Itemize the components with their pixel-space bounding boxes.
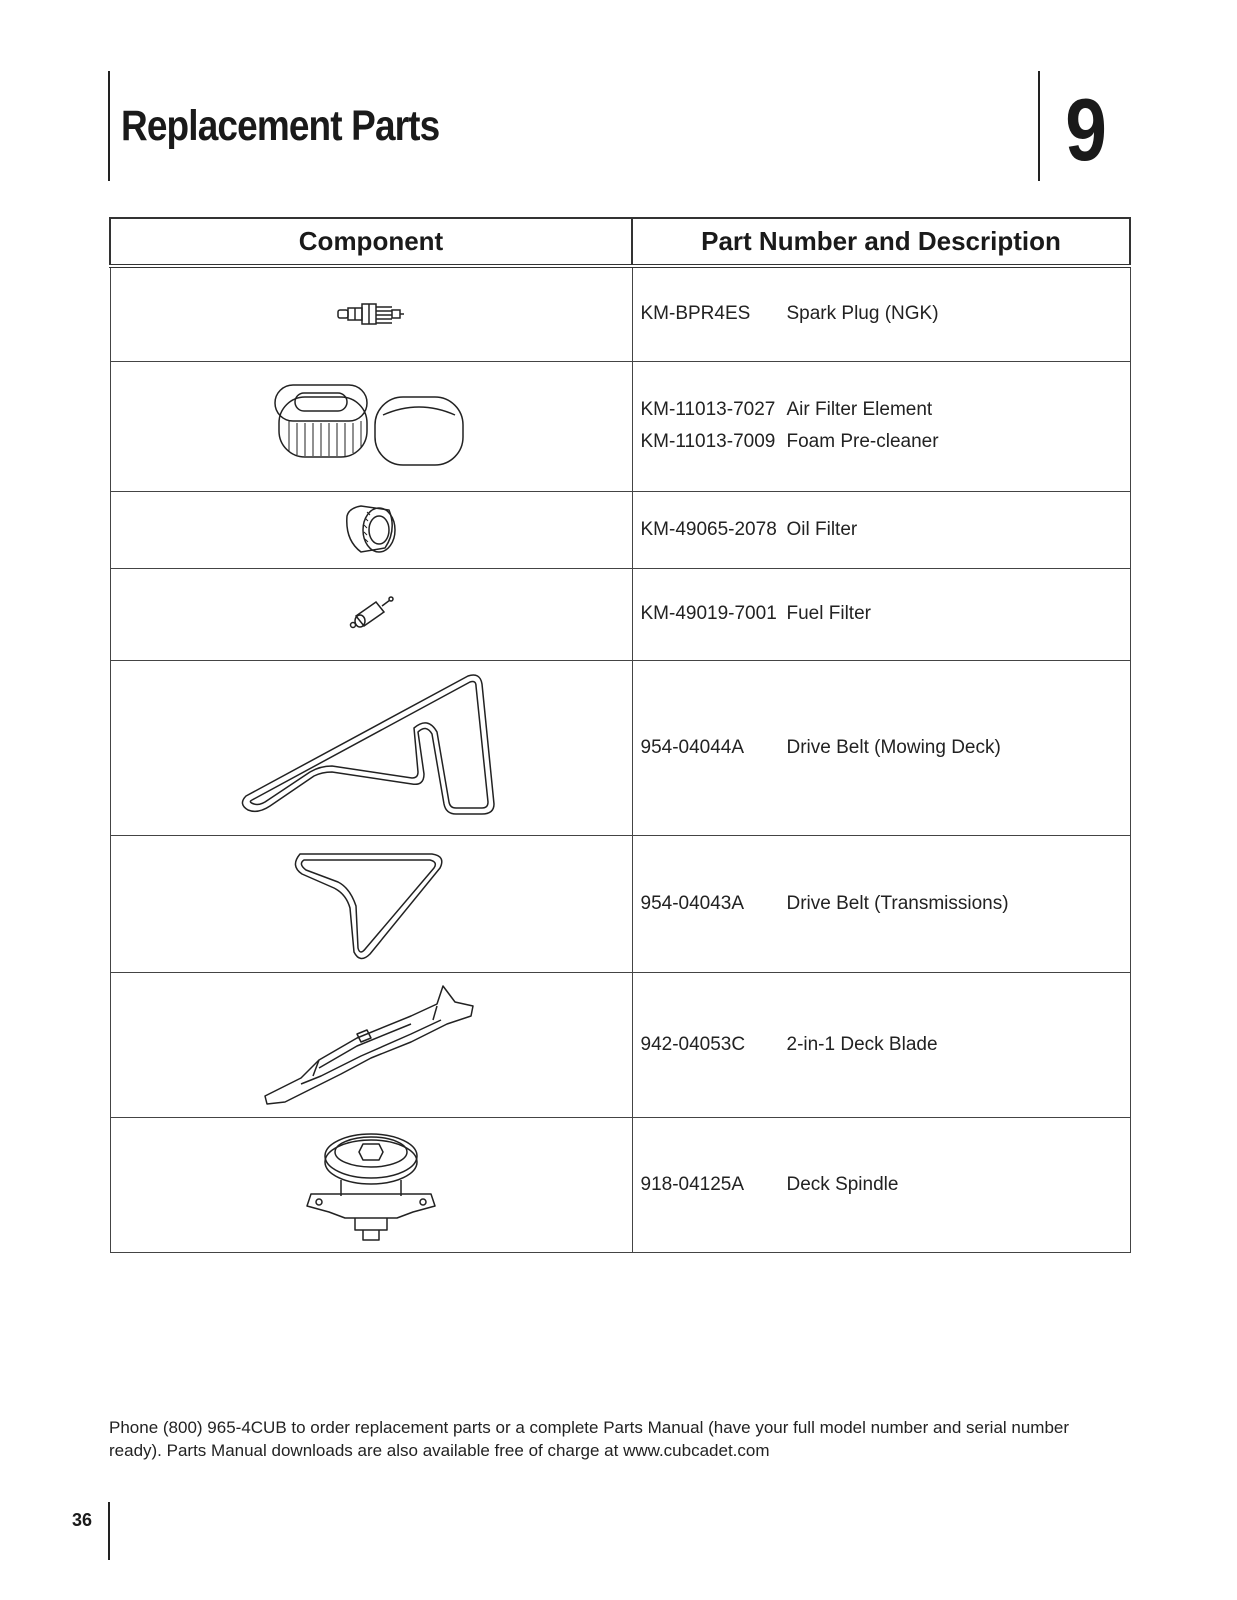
transmission-belt-icon xyxy=(286,844,456,964)
part-description: Spark Plug (NGK) xyxy=(786,303,939,325)
part-description: Oil Filter xyxy=(786,518,858,540)
fuel-filter-icon xyxy=(346,594,396,634)
chapter-number: 9 xyxy=(1065,80,1107,179)
part-number: KM-BPR4ES xyxy=(640,303,751,325)
table-row xyxy=(110,660,1130,835)
part-line xyxy=(641,888,1130,920)
component-cell xyxy=(110,361,632,491)
part-description: Foam Pre-cleaner xyxy=(786,431,939,452)
part-cell xyxy=(632,568,1130,660)
part-number: 918-04125A xyxy=(640,1173,745,1195)
page-number: 36 xyxy=(72,1510,93,1530)
part-number: 954-04044A xyxy=(640,736,745,758)
header-rule-left xyxy=(108,71,110,181)
part-cell xyxy=(632,491,1130,568)
part-cell xyxy=(632,835,1130,972)
part-cell xyxy=(632,266,1130,361)
component-cell xyxy=(110,660,632,835)
table-row xyxy=(110,835,1130,972)
footer-rule xyxy=(108,1502,110,1560)
table-row xyxy=(110,491,1130,568)
part-number: 942-04053C xyxy=(640,1033,746,1055)
part-line xyxy=(641,298,1130,330)
deck-belt-icon xyxy=(236,668,506,828)
part-line xyxy=(641,1169,1130,1201)
part-number: KM-11013-7009 xyxy=(640,431,776,452)
component-cell xyxy=(110,1117,632,1252)
part-cell xyxy=(632,361,1130,491)
spark-plug-icon xyxy=(336,299,406,329)
part-number: KM-49019-7001 xyxy=(640,603,777,624)
part-cell xyxy=(632,972,1130,1117)
column-header-component: Component xyxy=(110,218,632,266)
column-header-part: Part Number and Description xyxy=(632,218,1130,266)
table-header-row xyxy=(110,218,1130,266)
header-rule-right xyxy=(1038,71,1040,181)
deck-blade-icon xyxy=(261,980,481,1110)
table-row xyxy=(110,1117,1130,1252)
table-row xyxy=(110,266,1130,361)
part-line xyxy=(641,732,1130,764)
oil-filter-icon xyxy=(339,498,403,562)
part-description: 2-in-1 Deck Blade xyxy=(786,1033,938,1055)
component-cell xyxy=(110,835,632,972)
part-number: KM-11013-7027 xyxy=(640,399,776,420)
component-cell xyxy=(110,266,632,361)
page-title: Replacement Parts xyxy=(121,102,440,150)
part-number: 954-04043A xyxy=(640,892,745,914)
part-line xyxy=(641,1029,1130,1061)
part-description: Air Filter Element xyxy=(786,399,933,420)
part-line xyxy=(641,426,1130,458)
table-row xyxy=(110,361,1130,491)
part-line xyxy=(641,598,1130,630)
component-cell xyxy=(110,972,632,1117)
part-number: KM-49065-2078 xyxy=(640,518,777,540)
part-line xyxy=(641,514,1130,546)
table-row xyxy=(110,972,1130,1117)
part-description: Drive Belt (Transmissions) xyxy=(786,892,1009,914)
part-line xyxy=(641,394,1130,426)
deck-spindle-icon xyxy=(301,1122,441,1247)
component-cell xyxy=(110,568,632,660)
part-description: Deck Spindle xyxy=(786,1173,899,1195)
part-description: Fuel Filter xyxy=(786,603,871,624)
part-cell xyxy=(632,1117,1130,1252)
part-description: Drive Belt (Mowing Deck) xyxy=(786,736,1001,758)
air-filter-icon xyxy=(271,379,471,474)
parts-table xyxy=(109,217,1129,1253)
table-row xyxy=(110,568,1130,660)
footer-note: Phone (800) 965-4CUB to order replacement parts or a complete Parts Manual (have your full model number and serial number ready). Parts Manual downloads are also available free of charge at www.cubcadet.com xyxy=(109,1418,1070,1460)
part-cell xyxy=(632,660,1130,835)
component-cell xyxy=(110,491,632,568)
